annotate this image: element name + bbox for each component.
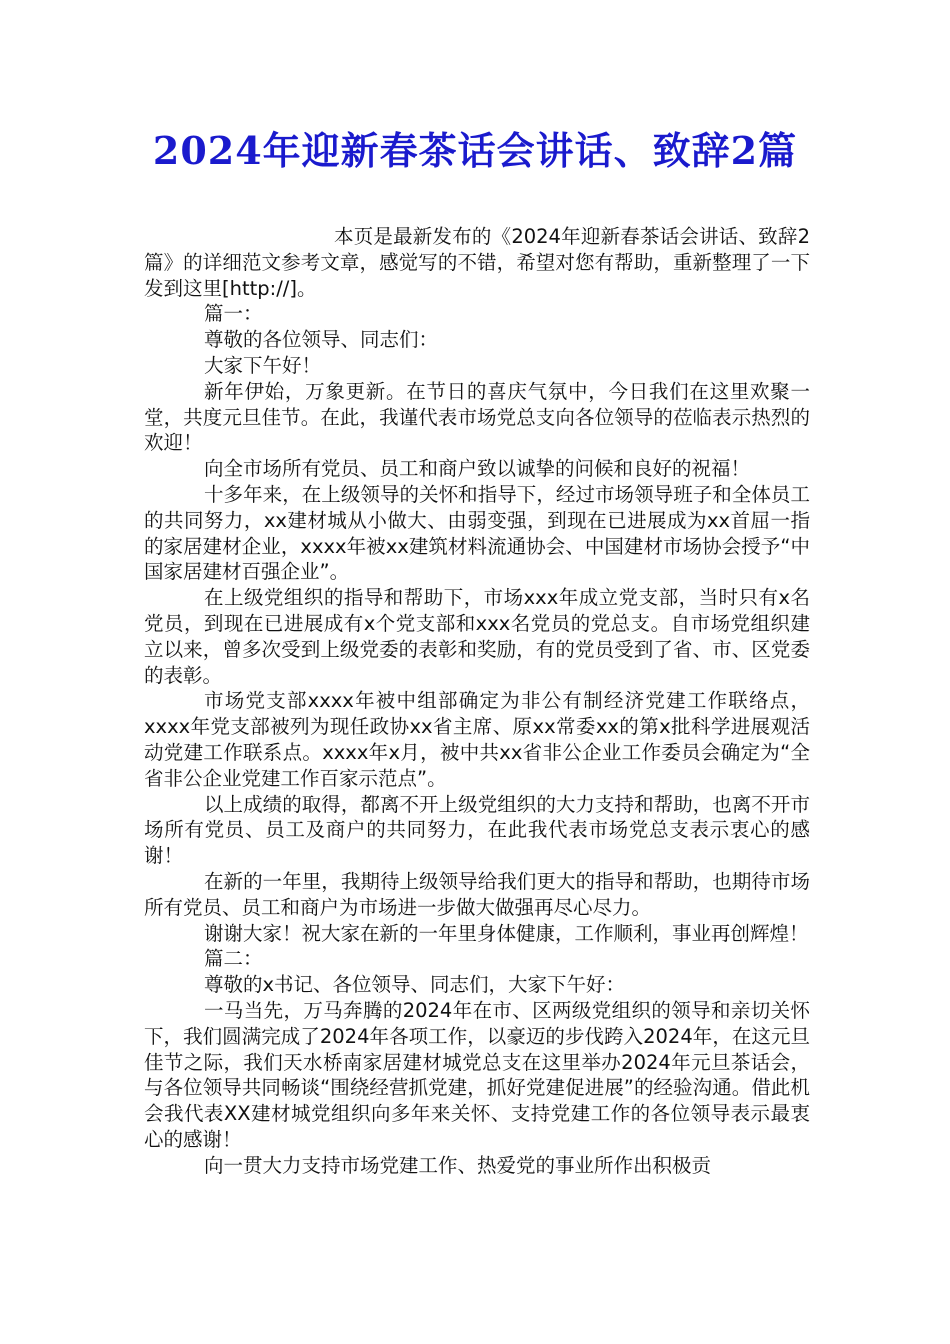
body-paragraph: 在上级党组织的指导和帮助下，市场xxx年成立党支部，当时只有x名党员，到现在已进展成有x个党支部和xxx名党员的党总支。自市场党组织建立以来，曾多次受到上级党委的表彰和奖励，有的党员受到了省、市、区党委的表彰。	[144, 586, 810, 687]
body-paragraph: 十多年来，在上级领导的关怀和指导下，经过市场领导班子和全体员工的共同努力，xx建材城从小做大、由弱变强，到现在已进展成为xx首屈一指的家居建材企业，xxxx年被xx建筑材料流通协会、中国建材市场协会授予“中国家居建材百强企业”。	[144, 482, 810, 584]
greeting-1: 大家下午好！	[204, 353, 322, 377]
salutation-2: 尊敬的x书记、各位领导、同志们，大家下午好：	[204, 973, 626, 997]
body-paragraph: 在新的一年里，我期待上级领导给我们更大的指导和帮助，也期待市场所有党员、员工和商户为市场进一步做大做强再尽心尽力。	[144, 869, 810, 919]
body-paragraph: 向一贯大力支持市场党建工作、热爱党的事业所作出积极贡	[204, 1153, 712, 1177]
body-paragraph: 以上成绩的取得，都离不开上级党组织的大力支持和帮助，也离不开市场所有党员、员工及商户的共同努力，在此我代表市场党总支表示衷心的感谢！	[144, 792, 810, 868]
document-body	[144, 224, 810, 1178]
body-paragraph: 新年伊始，万象更新。在节日的喜庆气氛中，今日我们在这里欢聚一堂，共度元旦佳节。在此，我谨代表市场党总支向各位领导的莅临表示热烈的欢迎！	[144, 379, 810, 455]
section-heading-2: 篇二：	[204, 947, 263, 971]
document-title: 2024年迎新春茶话会讲话、致辞2篇	[152, 128, 798, 173]
section-heading-1: 篇一：	[204, 302, 263, 326]
intro-paragraph: 本页是最新发布的《2024年迎新春茶话会讲话、致辞2篇》的详细范文参考文章，感觉写的不错，希望对您有帮助，重新整理了一下发到这里[http://]。	[144, 225, 810, 300]
body-paragraph: 市场党支部xxxx年被中组部确定为非公有制经济党建工作联络点，xxxx年党支部被列为现任政协xx省主席、原xx常委xx的第x批科学进展观活动党建工作联系点。xxxx年x月，被中共xx省非公企业工作委员会确定为“全省非公企业党建工作百家示范点”。	[144, 689, 810, 790]
closing-paragraph: 谢谢大家！祝大家在新的一年里身体健康，工作顺利，事业再创辉煌！	[204, 921, 809, 945]
salutation-1: 尊敬的各位领导、同志们：	[204, 328, 439, 352]
body-paragraph: 向全市场所有党员、员工和商户致以诚挚的问候和良好的祝福！	[204, 457, 751, 481]
body-paragraph: 一马当先，万马奔腾的2024年在市、区两级党组织的领导和亲切关怀下，我们圆满完成了2024年各项工作，以豪迈的步伐跨入2024年，在这元旦佳节之际，我们天水桥南家居建材城党总支在这里举办2024年元旦茶话会，与各位领导共同畅谈“围绕经营抓党建，抓好党建促进展”的经验沟通。借此机会我代表XX建材城党组织向多年来关怀、支持党建工作的各位领导表示最衷心的感谢！	[144, 998, 810, 1151]
